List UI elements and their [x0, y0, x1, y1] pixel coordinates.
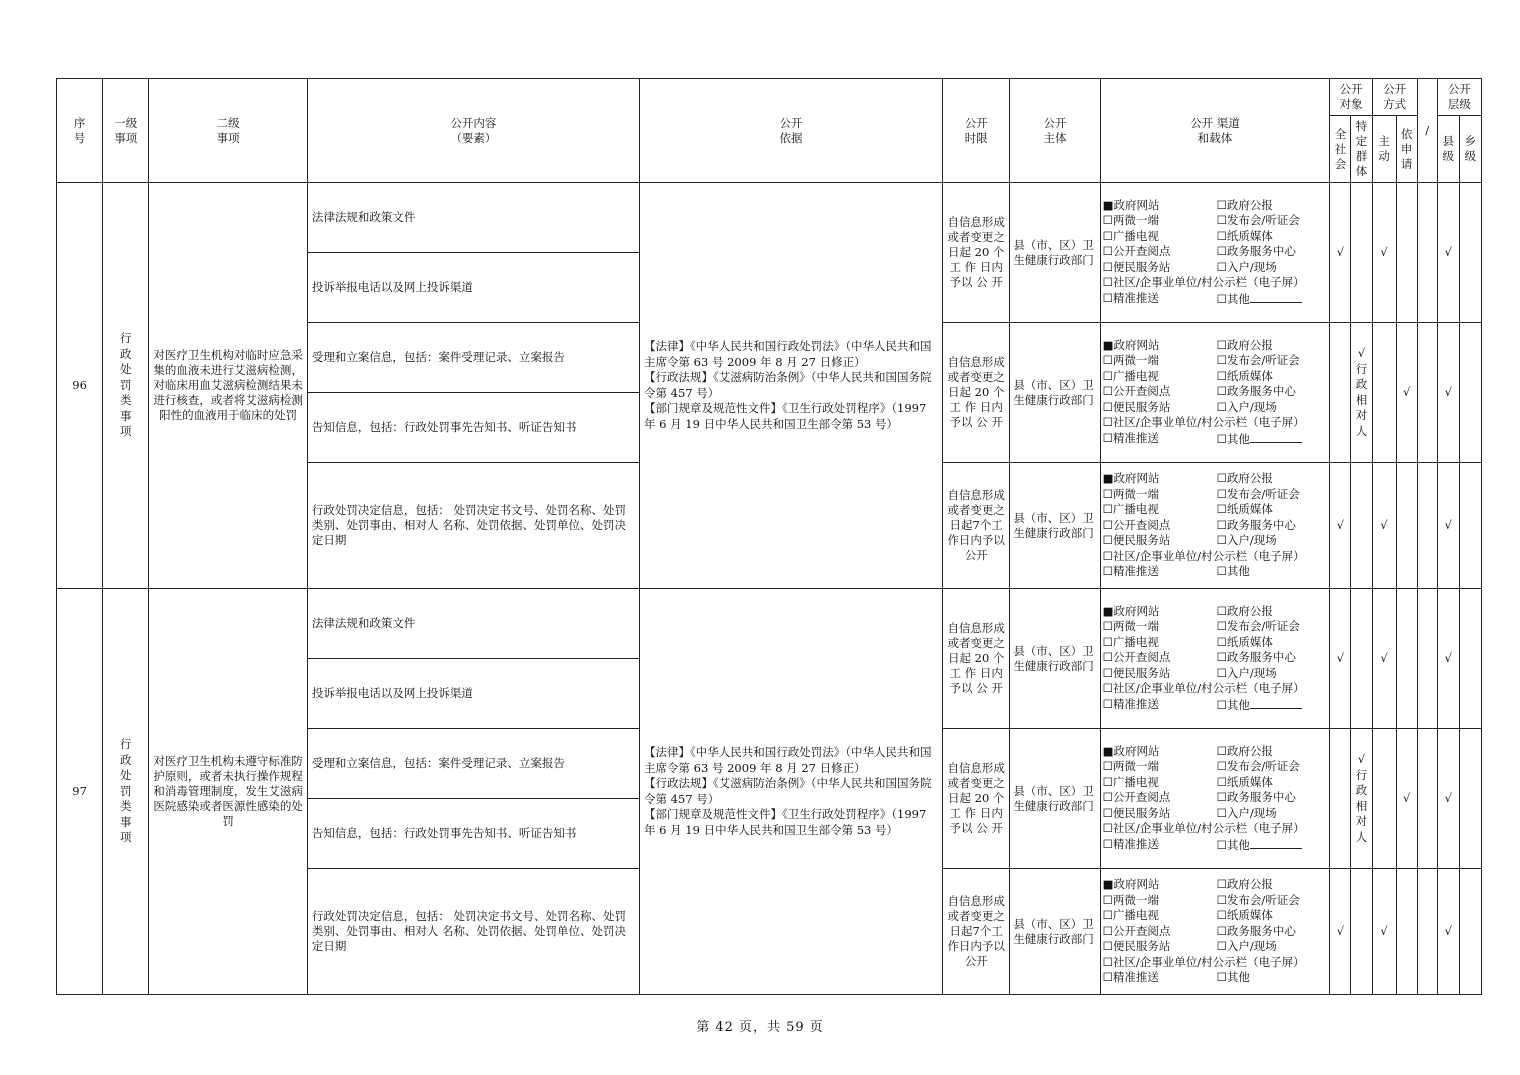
header-content: 公开内容 （要素）	[307, 79, 639, 183]
mark-slash-col	[1417, 729, 1437, 869]
mark-all: √	[1330, 589, 1351, 729]
channel-option: ☐两微一端	[1102, 486, 1159, 501]
content-cell: 行政处罚决定信息，包括： 处罚决定书文号、处罚名称、处罚类别、处罚事由、相对人 名称、处罚依据、处罚单位、处罚决定日期	[307, 463, 639, 589]
content-cell: 投诉举报电话以及网上投诉渠道	[307, 659, 639, 729]
item-level2: 对医疗卫生机构对临时应急采集的血液未进行艾滋病检测，对临床用血艾滋病检测结果未进行核查，或者将艾滋病检测阳性的血液用于临床的处罚	[149, 183, 308, 589]
header-level1: 一级事项	[103, 79, 149, 183]
channel-option: ☐广播电视	[1102, 774, 1159, 789]
mark-active	[1372, 729, 1396, 869]
channel-option: ☐公开查阅点	[1102, 923, 1171, 938]
mark-active	[1372, 323, 1396, 463]
mark-specific	[1351, 589, 1372, 729]
mark-county: √	[1437, 589, 1459, 729]
channel-list	[1101, 471, 1330, 580]
channel-option: ☐精准推送	[1102, 970, 1159, 985]
channel-option: ☐两微一端	[1102, 892, 1159, 907]
channel-option: ☐纸质媒体	[1216, 368, 1273, 383]
channel-option: ☐公开查阅点	[1102, 650, 1171, 665]
time-cell: 自信息形成或者变更之日起 20 个工 作 日内 予以 公 开	[943, 323, 1010, 463]
channel-option: ☐政务服务中心	[1216, 384, 1296, 399]
channel-option: ☐社区/企事业单位/村公示栏（电子屏）	[1102, 275, 1305, 290]
channel-cell	[1100, 323, 1330, 463]
channel-option: ☐政务服务中心	[1216, 923, 1296, 938]
mark-specific: √行政相对人	[1351, 323, 1372, 463]
mark-active: √	[1372, 463, 1396, 589]
mark-specific	[1351, 183, 1372, 323]
channel-list	[1101, 744, 1330, 854]
time-cell: 自信息形成或者变更之日起 20 个工 作 日内 予以 公 开	[943, 183, 1010, 323]
mark-all: √	[1330, 183, 1351, 323]
channel-option: ☐广播电视	[1102, 502, 1159, 517]
header-level-county: 县级	[1437, 116, 1459, 183]
mark-slash-col	[1417, 589, 1437, 729]
channel-option: ☐政府公报	[1216, 337, 1273, 352]
channel-option: ☐广播电视	[1102, 228, 1159, 243]
subject-cell: 县（市、区）卫 生健康行政部门	[1010, 729, 1100, 869]
channel-option: ☐入户/现场	[1216, 533, 1277, 548]
mark-county: √	[1437, 463, 1459, 589]
channel-option: ☐纸质媒体	[1216, 502, 1273, 517]
time-cell: 自信息形成或者变更之日起7个工作日内予以公开	[943, 463, 1010, 589]
channel-cell	[1100, 729, 1330, 869]
channel-option: ☐精准推送	[1102, 430, 1159, 445]
mark-county: √	[1437, 183, 1459, 323]
channel-option: ☐入户/现场	[1216, 259, 1277, 274]
channel-option: ☐政务服务中心	[1216, 650, 1296, 665]
mark-apply	[1396, 463, 1417, 589]
channel-option: ☐政府公报	[1216, 197, 1273, 212]
mark-apply	[1396, 183, 1417, 323]
mark-apply: √	[1396, 323, 1417, 463]
channel-option: ☐其他	[1216, 564, 1250, 579]
mark-apply: √	[1396, 729, 1417, 869]
channel-option: ☐两微一端	[1102, 619, 1159, 634]
channel-cell	[1100, 463, 1330, 589]
mark-slash-col	[1417, 463, 1437, 589]
header-mode-apply: 依申请	[1396, 116, 1417, 183]
header-mode-active: 主动	[1372, 116, 1396, 183]
mark-all: √	[1330, 869, 1351, 995]
channel-option: ■政府网站	[1102, 877, 1160, 892]
channel-option: ■政府网站	[1102, 337, 1160, 352]
channel-option: ☐便民服务站	[1102, 533, 1171, 548]
header-obj-specific: 特定群体	[1351, 116, 1372, 183]
basis-cell: 【法律】《中华人民共和国行政处罚法》（中华人民共和国主席令第 63 号 2009 年 8 月 27 日修正） 【行政法规】《艾滋病防治条例》（中华人民共和国国务院令第 457 号） 【部门规章及规范性文件】《卫生行政处罚程序》（1997 年 6 月 19 日中华人民共和国卫生部令第 53 号）	[640, 183, 943, 589]
channel-option: ☐纸质媒体	[1216, 228, 1273, 243]
mark-town	[1459, 323, 1481, 463]
channel-option: ■政府网站	[1102, 471, 1160, 486]
time-cell: 自信息形成或者变更之日起7个工作日内予以公开	[943, 869, 1010, 995]
channel-option: ☐政府公报	[1216, 471, 1273, 486]
channel-cell	[1100, 589, 1330, 729]
content-cell: 法律法规和政策文件	[307, 589, 639, 659]
mark-slash-col	[1417, 323, 1437, 463]
channel-list	[1101, 338, 1330, 448]
mark-all: √	[1330, 463, 1351, 589]
item-level1: 行政处罚类事项	[103, 589, 149, 995]
mark-active: √	[1372, 869, 1396, 995]
channel-option: ☐发布会/听证会	[1216, 353, 1300, 368]
channel-option: ☐精准推送	[1102, 290, 1159, 305]
mark-slash-col	[1417, 869, 1437, 995]
mark-all	[1330, 729, 1351, 869]
channel-option: ☐其他	[1217, 837, 1331, 854]
channel-option: ☐其他	[1216, 970, 1250, 985]
channel-option: ☐纸质媒体	[1216, 774, 1273, 789]
content-cell: 告知信息，包括：行政处罚事先告知书、听证告知书	[307, 799, 639, 869]
header-subject: 公开 主体	[1010, 79, 1100, 183]
channel-option: ☐精准推送	[1102, 564, 1159, 579]
content-cell: 受理和立案信息，包括：案件受理记录、立案报告	[307, 729, 639, 799]
channel-option: ☐政府公报	[1216, 743, 1273, 758]
table-row	[57, 589, 1482, 659]
channel-list	[1101, 604, 1330, 714]
header-seq: 序号	[57, 79, 103, 183]
blank-line	[1250, 697, 1302, 709]
header-time: 公开 时限	[943, 79, 1010, 183]
table-row	[57, 183, 1482, 253]
content-cell: 告知信息，包括：行政处罚事先告知书、听证告知书	[307, 393, 639, 463]
channel-option: ☐公开查阅点	[1102, 790, 1171, 805]
channel-option: ■政府网站	[1102, 603, 1160, 618]
mark-town	[1459, 729, 1481, 869]
item-seq: 97	[57, 589, 103, 995]
channel-option: ☐政务服务中心	[1216, 790, 1296, 805]
item-level1: 行政处罚类事项	[103, 183, 149, 589]
header-object-group: 公开对象	[1330, 79, 1372, 116]
channel-option: ☐公开查阅点	[1102, 384, 1171, 399]
channel-option: ☐其他	[1217, 291, 1331, 308]
header-obj-all: 全社会	[1330, 116, 1351, 183]
header-level-town: 乡级	[1459, 116, 1481, 183]
channel-option: ☐广播电视	[1102, 634, 1159, 649]
channel-option: ☐政府公报	[1216, 603, 1273, 618]
channel-option: ☐便民服务站	[1102, 399, 1171, 414]
channel-option: ☐两微一端	[1102, 353, 1159, 368]
channel-option: ☐政务服务中心	[1216, 517, 1296, 532]
mark-town	[1459, 589, 1481, 729]
channel-option: ☐其他	[1217, 431, 1331, 448]
time-cell: 自信息形成或者变更之日起 20 个工 作 日内 予以 公 开	[943, 589, 1010, 729]
channel-option: ☐便民服务站	[1102, 939, 1171, 954]
channel-list	[1101, 198, 1330, 308]
mark-active: √	[1372, 183, 1396, 323]
subject-cell: 县（市、区）卫 生健康行政部门	[1010, 183, 1100, 323]
mark-all	[1330, 323, 1351, 463]
channel-option: ☐广播电视	[1102, 908, 1159, 923]
channel-option: ☐精准推送	[1102, 836, 1159, 851]
content-cell: 法律法规和政策文件	[307, 183, 639, 253]
channel-option: ☐其他	[1217, 697, 1331, 714]
basis-cell: 【法律】《中华人民共和国行政处罚法》（中华人民共和国主席令第 63 号 2009 年 8 月 27 日修正） 【行政法规】《艾滋病防治条例》（中华人民共和国国务院令第 457 号） 【部门规章及规范性文件】《卫生行政处罚程序》（1997 年 6 月 19 日中华人民共和国卫生部令第 53 号）	[640, 589, 943, 995]
subject-cell: 县（市、区）卫 生健康行政部门	[1010, 589, 1100, 729]
item-seq: 96	[57, 183, 103, 589]
channel-option: ☐两微一端	[1102, 213, 1159, 228]
blank-line	[1250, 431, 1302, 443]
header-channel: 公开 渠道 和载体	[1100, 79, 1330, 183]
mark-slash-col	[1417, 183, 1437, 323]
mark-apply	[1396, 869, 1417, 995]
channel-option: ☐纸质媒体	[1216, 634, 1273, 649]
mark-town	[1459, 183, 1481, 323]
mark-county: √	[1437, 729, 1459, 869]
blank-line	[1250, 291, 1302, 303]
item-level2: 对医疗卫生机构未遵守标准防护原则，或者未执行操作规程和消毒管理制度，发生艾滋病医院感染或者医源性感染的处罚	[149, 589, 308, 995]
channel-cell	[1100, 183, 1330, 323]
mark-county: √	[1437, 323, 1459, 463]
channel-option: ☐发布会/听证会	[1216, 486, 1300, 501]
channel-option: ☐两微一端	[1102, 759, 1159, 774]
channel-option: ☐入户/现场	[1216, 805, 1277, 820]
channel-option: ☐发布会/听证会	[1216, 619, 1300, 634]
header-level-group: 公开层级	[1437, 79, 1481, 116]
channel-option: ☐入户/现场	[1216, 399, 1277, 414]
page-footer: 第 42 页，共 59 页	[696, 1020, 824, 1035]
channel-option: ☐入户/现场	[1216, 665, 1277, 680]
channel-list	[1101, 877, 1330, 986]
mark-town	[1459, 463, 1481, 589]
channel-cell	[1100, 869, 1330, 995]
channel-option: ☐社区/企事业单位/村公示栏（电子屏）	[1102, 415, 1305, 430]
blank-line	[1250, 837, 1302, 849]
mark-county: √	[1437, 869, 1459, 995]
mark-apply	[1396, 589, 1417, 729]
mark-specific	[1351, 869, 1372, 995]
mark-specific: √行政相对人	[1351, 729, 1372, 869]
content-cell: 受理和立案信息，包括：案件受理记录、立案报告	[307, 323, 639, 393]
channel-option: ☐便民服务站	[1102, 805, 1171, 820]
channel-option: ☐政务服务中心	[1216, 244, 1296, 259]
header-mode-group: 公开方式	[1372, 79, 1417, 116]
content-cell: 投诉举报电话以及网上投诉渠道	[307, 253, 639, 323]
disclosure-table	[56, 78, 1482, 995]
time-cell: 自信息形成或者变更之日起 20 个工 作 日内 予以 公 开	[943, 729, 1010, 869]
channel-option: ■政府网站	[1102, 197, 1160, 212]
mark-active: √	[1372, 589, 1396, 729]
channel-option: ☐社区/企事业单位/村公示栏（电子屏）	[1102, 548, 1305, 563]
header-slash: /	[1417, 79, 1437, 183]
channel-option: ☐社区/企事业单位/村公示栏（电子屏）	[1102, 681, 1305, 696]
channel-option: ☐发布会/听证会	[1216, 892, 1300, 907]
channel-option: ☐便民服务站	[1102, 259, 1171, 274]
mark-specific	[1351, 463, 1372, 589]
channel-option: ☐发布会/听证会	[1216, 213, 1300, 228]
subject-cell: 县（市、区）卫 生健康行政部门	[1010, 323, 1100, 463]
mark-town	[1459, 869, 1481, 995]
channel-option: ☐政府公报	[1216, 877, 1273, 892]
channel-option: ☐公开查阅点	[1102, 244, 1171, 259]
channel-option: ☐入户/现场	[1216, 939, 1277, 954]
channel-option: ☐社区/企事业单位/村公示栏（电子屏）	[1102, 821, 1305, 836]
channel-option: ☐便民服务站	[1102, 665, 1171, 680]
content-cell: 行政处罚决定信息，包括： 处罚决定书文号、处罚名称、处罚类别、处罚事由、相对人 名称、处罚依据、处罚单位、处罚决定日期	[307, 869, 639, 995]
header-level2: 二级事项	[149, 79, 308, 183]
header-basis: 公开 依据	[640, 79, 943, 183]
channel-option: ☐广播电视	[1102, 368, 1159, 383]
channel-option: ☐发布会/听证会	[1216, 759, 1300, 774]
channel-option: ☐社区/企事业单位/村公示栏（电子屏）	[1102, 954, 1305, 969]
channel-option: ☐精准推送	[1102, 696, 1159, 711]
subject-cell: 县（市、区）卫 生健康行政部门	[1010, 463, 1100, 589]
channel-option: ☐公开查阅点	[1102, 517, 1171, 532]
channel-option: ☐纸质媒体	[1216, 908, 1273, 923]
channel-option: ■政府网站	[1102, 743, 1160, 758]
subject-cell: 县（市、区）卫 生健康行政部门	[1010, 869, 1100, 995]
